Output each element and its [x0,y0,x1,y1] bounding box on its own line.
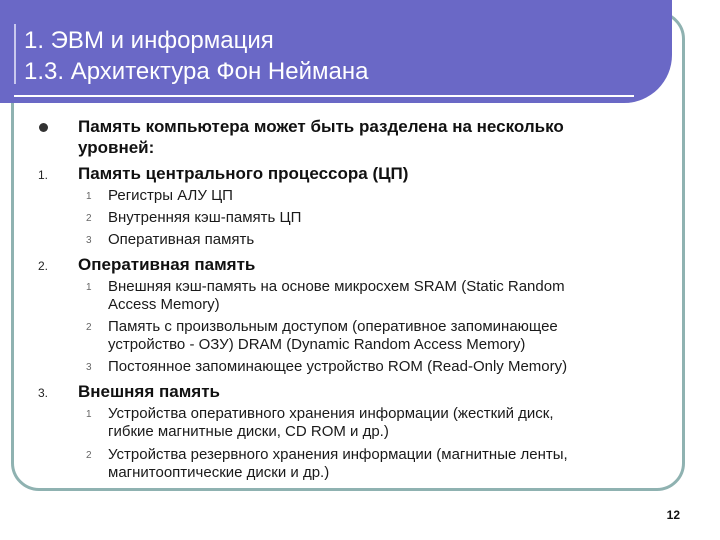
item-marker: 2 [86,322,92,333]
item-text: Внутренняя кэш-память ЦП [108,209,302,226]
item-marker: 1 [86,191,92,202]
title-accent-line [14,24,16,84]
item-text-line-1: Память с произвольным доступом (оперативное запоминающее [108,318,558,335]
section-marker: 3. [38,386,49,400]
section-heading: Внешняя память [78,382,220,401]
item-text: Постоянное запоминающее устройство ROM (Read-Only Memory) [108,358,568,375]
item-marker: 3 [86,235,92,246]
item-text-line-2: гибкие магнитные диски, CD ROM и др.) [108,423,389,440]
section-heading: Оперативная память [78,255,256,274]
intro-line-2: уровней: [78,138,155,157]
item-text-line-2: Access Memory) [108,296,220,313]
item-marker: 3 [86,362,92,373]
title-line-2: 1.3. Архитектура Фон Неймана [24,58,369,85]
title-bar [0,0,672,103]
item-marker: 2 [86,450,92,461]
section-heading: Память центрального процессора (ЦП) [78,164,409,183]
intro-line-1: Память компьютера может быть разделена на несколько [78,117,564,136]
title-underline [14,95,634,97]
item-marker: 1 [86,409,92,420]
item-marker: 1 [86,282,92,293]
item-text: Оперативная память [108,231,255,248]
slide-title [24,25,368,87]
item-marker: 2 [86,213,92,224]
item-text-line-1: Устройства резервного хранения информации (магнитные ленты, [108,446,568,463]
item-text-line-2: устройство - ОЗУ) DRAM (Dynamic Random Access Memory) [108,336,526,353]
page-number: 12 [666,508,680,522]
item-text-line-1: Внешняя кэш-память на основе микросхем SRAM (Static Random [108,278,565,295]
section-marker: 1. [38,168,49,182]
title-line-1: 1. ЭВМ и информация [24,27,274,54]
section-marker: 2. [38,259,49,273]
item-text: Регистры АЛУ ЦП [108,187,233,204]
item-text-line-2: магнитооптические диски и др.) [108,464,330,481]
bullet-icon [39,123,48,132]
item-text-line-1: Устройства оперативного хранения информации (жесткий диск, [108,405,554,422]
